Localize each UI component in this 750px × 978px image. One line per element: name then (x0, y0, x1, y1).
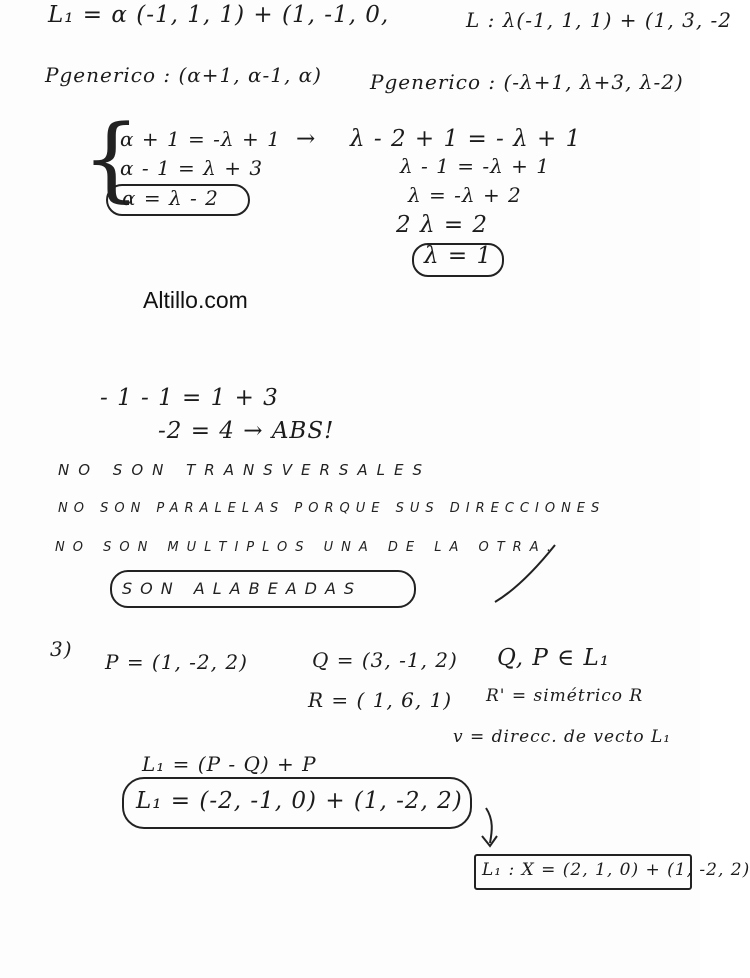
check-mark-stroke (495, 545, 555, 602)
point-q: Q = (3, -1, 2) (312, 648, 458, 672)
site-watermark: Altillo.com (143, 287, 248, 313)
system-eq1: α + 1 = -λ + 1 (120, 127, 281, 151)
solve-step-4: 2 λ = 2 (396, 212, 489, 238)
l1-equation: L₁ = (-2, -1, 0) + (1, -2, 2) (136, 788, 463, 814)
symmetric-r: R' = simétrico R (486, 686, 644, 706)
system-eq2: α - 1 = λ + 3 (120, 156, 264, 180)
points-in-line: Q, P ∈ L₁ (497, 645, 610, 671)
point-p: P = (1, -2, 2) (105, 650, 248, 674)
check-line-1: - 1 - 1 = 1 + 3 (100, 385, 279, 411)
conclusion-line-3: NO SON MULTIPLOS UNA DE LA OTRA. (55, 540, 559, 555)
system-eq3: α = λ - 2 (122, 186, 219, 210)
conclusion-line-1: NO SON TRANSVERSALES (58, 461, 432, 479)
part-number-3: 3) (50, 637, 73, 661)
line-l1-equation: L₁ = α (-1, 1, 1) + (1, -1, 0, (48, 2, 390, 28)
l1-definition: L₁ = (P - Q) + P (142, 752, 317, 776)
system-arrow: → (296, 126, 317, 152)
solve-step-2: λ - 1 = -λ + 1 (400, 154, 550, 178)
direction-vector: v = direcc. de vecto L₁ (453, 727, 672, 747)
system-brace: { (82, 105, 141, 212)
conclusion-line-2: NO SON PARALELAS PORQUE SUS DIRECCIONES (58, 501, 606, 516)
down-arrow-stroke (486, 808, 492, 843)
check-line-2: -2 = 4 → ABS! (158, 418, 335, 444)
solve-result: λ = 1 (424, 243, 493, 269)
conclusion-line-4: SON ALABEADAS (122, 579, 363, 598)
line-l2-equation: L : λ(-1, 1, 1) + (1, 3, -2 (466, 8, 733, 32)
point-r: R = ( 1, 6, 1) (308, 688, 453, 712)
generic-point-l1: Pgenerico : (α+1, α-1, α) (45, 63, 322, 87)
solve-step-1: λ - 2 + 1 = - λ + 1 (350, 126, 582, 152)
solve-step-3: λ = -λ + 2 (408, 183, 522, 207)
l1-final-equation: L₁ : X = (2, 1, 0) + (1, -2, 2) (482, 860, 750, 880)
generic-point-l2: Pgenerico : (-λ+1, λ+3, λ-2) (370, 70, 684, 94)
